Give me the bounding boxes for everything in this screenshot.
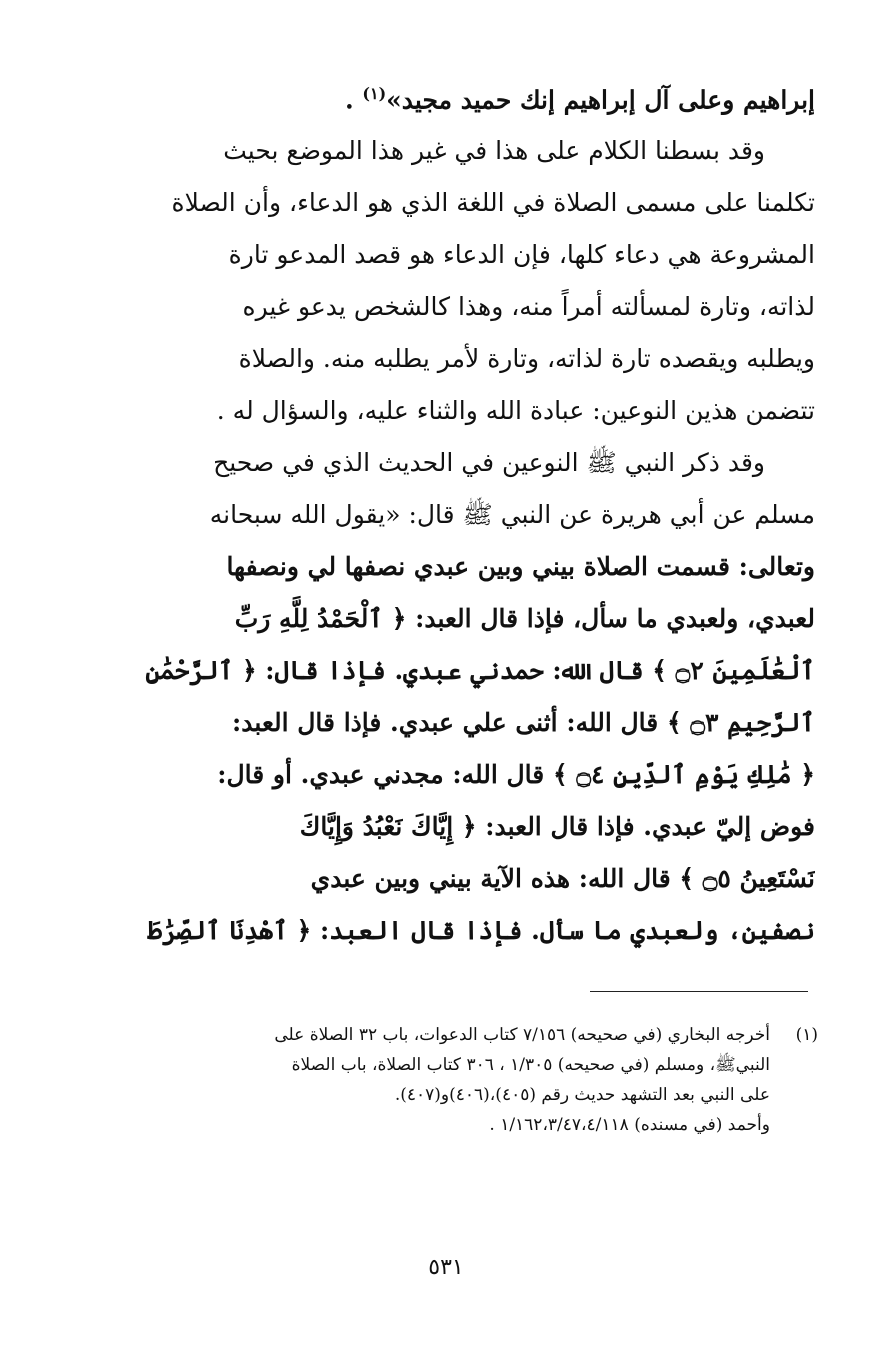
text-line [140, 68, 815, 126]
hadith-line: وتعالى: قسمت الصلاة بيني وبين عبدي نصفها لي ونصفها [226, 552, 815, 581]
hadith-line: ٱلْعَٰلَمِينَ ۝٢ ﴾ قال الله: حمدني عبدي. فإذا قال: ﴿ ٱلرَّحْمَٰنِ [145, 656, 815, 685]
footnote-line: على النبي بعد التشهد حديث رقم (٤٠٥)،(٤٠٦)و(٤٠٧). [394, 1085, 770, 1105]
footnote-text: أخرجه البخاري (في صحيحه) ٧/١٥٦ كتاب الدعوات، باب ٣٢ الصلاة على [274, 1025, 770, 1045]
text-line: وقد ذكر النبي ﷺ النوعين في الحديث الذي في صحيح [213, 448, 765, 477]
text-line: مسلم عن أبي هريرة عن النبي ﷺ قال: «يقول الله سبحانه [209, 500, 815, 529]
paragraph-1 [140, 125, 815, 437]
page-number: ٥٣١ [428, 1255, 464, 1280]
top-line-end: . [345, 85, 363, 115]
top-line [140, 68, 815, 126]
hadith-line: نَسْتَعِينُ ۝٥ ﴾ قال الله: هذه الآية بيني وبين عبدي [310, 864, 815, 893]
text-line: وقد بسطنا الكلام على هذا في غير هذا الموضع بحيث [223, 136, 765, 165]
text-line: ويطلبه ويقصده تارة لذاته، وتارة لأمر يطلبه منه. والصلاة [238, 344, 815, 373]
hadith-line: ﴿ مَٰلِكِ يَوْمِ ٱلدِّينِ ۝٤ ﴾ قال الله: مجدني عبدي. أو قال: [217, 760, 815, 789]
hadith-line: ٱلرَّحِيمِ ۝٣ ﴾ قال الله: أثنى علي عبدي. فإذا قال العبد: [232, 708, 815, 737]
footnote-number: (١) [795, 1025, 818, 1045]
footnotes [140, 1020, 818, 1140]
top-line-text: إبراهيم وعلى آل إبراهيم إنك حميد مجيد» [386, 85, 815, 115]
paragraph-2 [140, 437, 815, 957]
footnote-line: النبيﷺ، ومسلم (في صحيحه) ١/٣٠٥ ، ٣٠٦ كتاب الصلاة، باب الصلاة [291, 1055, 770, 1075]
footnote-line [140, 1020, 818, 1050]
text-line: تتضمن هذين النوعين: عبادة الله والثناء عليه، والسؤال له . [216, 396, 815, 425]
hadith-line: لعبدي، ولعبدي ما سأل، فإذا قال العبد: ﴿ ٱلْحَمْدُ لِلَّهِ رَبِّ [234, 604, 815, 633]
footnote-divider [590, 991, 808, 992]
footnote-marker[interactable]: (١) [362, 84, 387, 103]
footnote-line: وأحمد (في مسنده) ١/١٦٢،٣/٤٧،٤/١١٨ . [489, 1115, 770, 1135]
text-line: المشروعة هي دعاء كلها، فإن الدعاء هو قصد المدعو تارة [228, 240, 815, 269]
text-line: لذاته، وتارة لمسألته أمراً منه، وهذا كالشخص يدعو غيره [242, 292, 815, 321]
text-line: تكلمنا على مسمى الصلاة في اللغة الذي هو الدعاء، وأن الصلاة [171, 188, 815, 217]
hadith-line: نصفين، ولعبدي ما سأل. فإذا قال العبد: ﴿ ٱهْدِنَا ٱلصِّرَٰطَ [147, 916, 815, 945]
hadith-line: فوض إليّ عبدي. فإذا قال العبد: ﴿ إِيَّاكَ نَعْبُدُ وَإِيَّاكَ [299, 812, 815, 841]
